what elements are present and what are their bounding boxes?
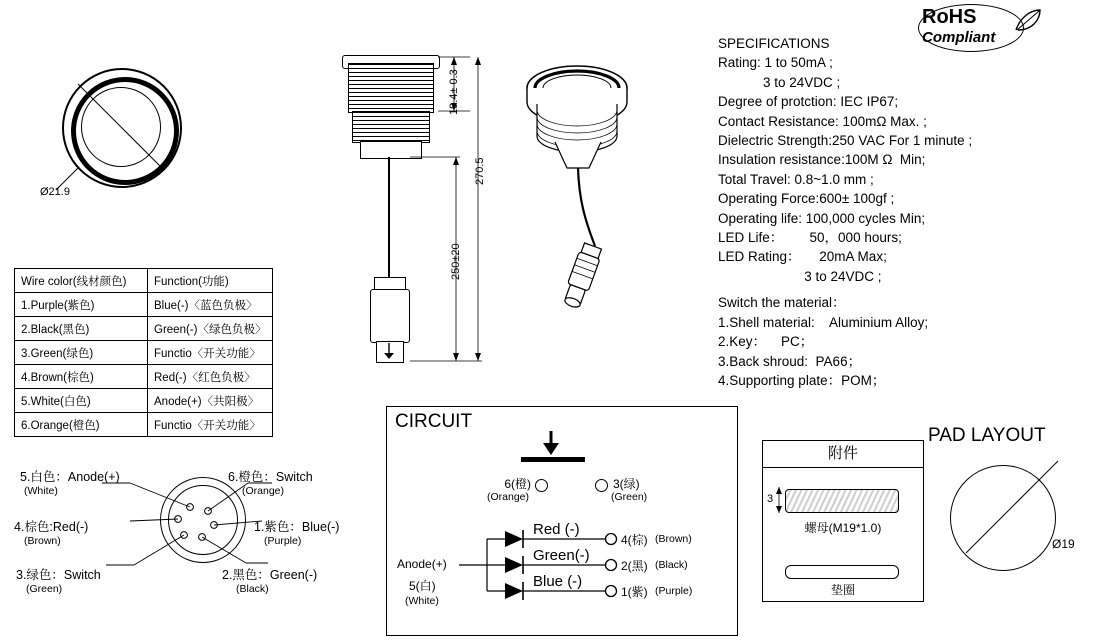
circuit-anode-label: Anode(+) [397, 557, 447, 571]
pin-sub-1: (Purple) [264, 535, 302, 547]
wire-function-cell: Green(-)〈绿色负极〉 [148, 317, 273, 341]
pad-layout-title: PAD LAYOUT [928, 425, 1046, 446]
pin-sub-2: (Black) [236, 583, 269, 595]
pin-sub-3: (Green) [26, 583, 63, 595]
circuit-out-2: 2(黑) [621, 559, 648, 573]
pin-sub-4: (Brown) [24, 535, 61, 547]
wire-color-cell: 6.Orange(橙色) [15, 413, 148, 437]
wire-function-cell: Functio〈开关功能〉 [148, 341, 273, 365]
pad-layout-block [928, 425, 1088, 625]
circuit-anode-sub: (White) [405, 595, 439, 607]
wire-color-cell: 3.Green(绿色) [15, 341, 148, 365]
spec-line: LED Life： 50，000 hours; [718, 230, 902, 246]
circuit-out-2-sub: (Black) [655, 559, 688, 571]
table-row [15, 413, 273, 437]
spec-line: Insulation resistance:100M Ω Min; [718, 152, 926, 168]
circuit-signal-red: Red (-) [533, 521, 580, 538]
side-view-drawing [330, 45, 500, 390]
spec-line: 4.Supporting plate：POM； [718, 372, 886, 388]
pin-sub-6: (Orange) [242, 485, 285, 497]
circuit-out-4: 4(棕) [621, 533, 648, 547]
spec-line: Degree of protction: IEC IP67; [718, 94, 899, 110]
pin-label-6: 6.橙色：Switch [228, 470, 313, 484]
table-row [15, 365, 273, 389]
spec-line: Operating life: 100,000 cycles Min; [718, 210, 926, 226]
wire-color-cell: 5.White(白色) [15, 389, 148, 413]
spec-line: Dielectric Strength:250 VAC For 1 minute ; [718, 133, 973, 149]
isometric-view-drawing [515, 50, 695, 350]
table-row [15, 389, 273, 413]
specs-title: SPECIFICATIONS [718, 36, 830, 51]
spec-line: 3 to 24VDC ; [718, 74, 841, 90]
wire-color-cell: 4.Brown(棕色) [15, 365, 148, 389]
spec-line: Operating Force:600± 100gf ; [718, 191, 895, 207]
spec-line: 1.Shell material: Aluminium Alloy; [718, 314, 929, 330]
wire-color-cell: 2.Black(黑色) [15, 317, 148, 341]
circuit-out-1: 1(紫) [621, 585, 648, 599]
circuit-anode-num: 5(白) [409, 579, 436, 593]
wire-function-cell: Functio〈开关功能〉 [148, 413, 273, 437]
circuit-label-6: 6(橙) [504, 477, 531, 491]
dim-height-label: 19.4± 0.3 [448, 69, 460, 115]
nut-label: 螺母(M19*1.0) [804, 521, 882, 535]
circuit-label-3: 3(绿) [613, 477, 640, 491]
pin-label-4: 4.棕色:Red(-) [14, 520, 89, 534]
table-row [15, 293, 273, 317]
spec-line: Switch the material： [718, 295, 846, 311]
table-row [15, 317, 273, 341]
spec-line: 2.Key： PC； [718, 334, 814, 350]
accessories-title: 附件 [763, 441, 923, 468]
spec-line: 3 to 24VDC ; [718, 268, 882, 284]
circuit-diagram-box [386, 406, 738, 636]
circuit-signal-blue: Blue (-) [533, 573, 583, 590]
leaf-icon [1014, 8, 1042, 32]
wire-function-cell: Red(-)〈红色负极〉 [148, 365, 273, 389]
table-header-row [15, 269, 273, 293]
pad-diameter-leader [950, 465, 1080, 595]
dim-cable-label: 250±20 [450, 243, 462, 280]
spec-line: 3.Back shroud: PA66； [718, 353, 862, 369]
circuit-sublabel-orange: (Orange) [487, 491, 530, 503]
circuit-out-1-sub: (Purple) [655, 585, 693, 597]
nut-thickness-label: 3 [766, 493, 774, 505]
circuit-out-4-sub: (Brown) [655, 533, 692, 545]
washer-graphic [785, 565, 899, 579]
pin-label-3: 3.绿色：Switch [16, 568, 101, 582]
dim-total-label: 270.5 [474, 157, 486, 185]
pin-label-2: 2.黑色：Green(-) [222, 568, 318, 582]
connector-pinout-diagram [10, 455, 370, 630]
rohs-line2: Compliant [922, 29, 996, 46]
header-function: Function(功能) [148, 269, 273, 293]
header-wire-color: Wire color(线材颜色) [15, 269, 148, 293]
front-view-drawing [40, 62, 220, 202]
spec-line: Contact Resistance: 100mΩ Max. ; [718, 113, 927, 129]
wire-function-cell: Anode(+)〈共阳极〉 [148, 389, 273, 413]
table-row [15, 341, 273, 365]
specifications-block [718, 34, 1048, 390]
spec-line: Total Travel: 0.8~1.0 mm ; [718, 171, 874, 187]
nut-graphic [785, 489, 899, 513]
rohs-line1: RoHS [922, 6, 977, 28]
accessories-box [762, 440, 924, 602]
spec-line: LED Rating： 20mA Max; [718, 249, 887, 265]
front-view-diameter-label: Ø21.9 [40, 186, 70, 198]
pad-diameter-label: Ø19 [1052, 537, 1075, 551]
wire-function-cell: Blue(-)〈蓝色负极〉 [148, 293, 273, 317]
circuit-signal-green: Green(-) [533, 547, 590, 564]
dimension-lines [330, 45, 500, 390]
diameter-leader-line [66, 72, 174, 180]
isometric-switch-graphic [515, 50, 695, 350]
pin-label-1: 1.紫色：Blue(-) [254, 520, 340, 534]
wire-color-cell: 1.Purple(紫色) [15, 293, 148, 317]
pin-label-5: 5.白色：Anode(+) [20, 470, 120, 484]
wire-color-table [14, 268, 273, 437]
spec-line: Rating: 1 to 50mA ; [718, 55, 833, 71]
circuit-title: CIRCUIT [395, 411, 473, 432]
pin-sub-5: (White) [24, 485, 58, 497]
circuit-sublabel-green: (Green) [611, 491, 648, 503]
washer-label: 垫圈 [830, 583, 855, 597]
